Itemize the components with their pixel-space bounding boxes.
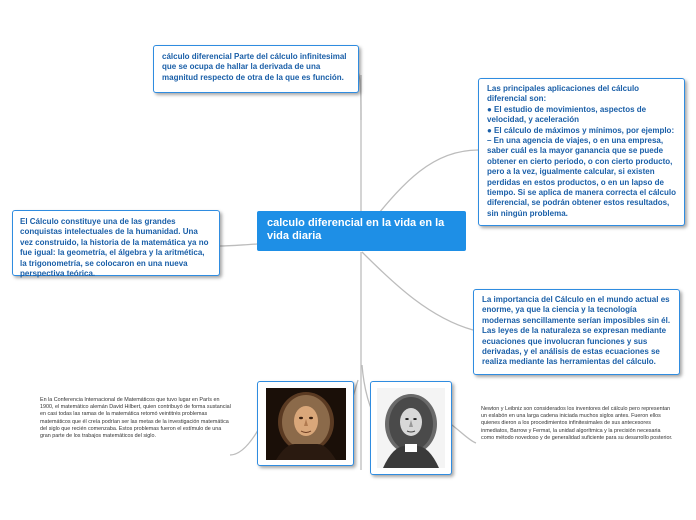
- connector-to-importance: [362, 252, 473, 330]
- note-hilbert: En la Conferencia Internacional de Matemáticos que tuvo lugar en París en 1900, el matemático alemán David Hilbert, quien contribuyó de forma sustancial en casi todas las ramas de la matemática retomó veintitrés problemas matemáticos que él creía podrían ser las metas de la investigación matemática del siglo que recién comenzaba. Estos problemas fueron el estímulo de una gran parte de los trabajos matemáticos del siglo.: [40, 397, 231, 440]
- connector-to-conquest: [220, 244, 257, 246]
- central-topic[interactable]: calculo diferencial en la vida en la vida diaria: [257, 211, 466, 251]
- portrait-newton[interactable]: [257, 381, 354, 466]
- node-conquest[interactable]: El Cálculo constituye una de las grandes conquistas intelectuales de la humanidad. Una vez construido, la historia de la matemática ya no fue igual: la geometría, el álgebra y la aritmética, la trigonometría, se colocaron en una nueva perspectiva teórica.: [12, 210, 220, 276]
- portrait-leibniz[interactable]: [370, 381, 452, 475]
- note-newton-leibniz: Newton y Leibniz son considerados los inventores del cálculo pero representan un eslabón en una larga cadena iniciada muchos siglos antes. Fueron ellos quienes dieron a los procedimientos infinitesimales de sus antecesores inmediatos, Barrow y Fermat, la unidad algorítmica y la precisión necesaria como método novedoso y de generalidad suficiente para su desarrollo posterior.: [481, 406, 673, 441]
- leibniz-portrait-icon: [377, 388, 445, 468]
- newton-portrait-icon: [266, 388, 346, 460]
- node-applications[interactable]: Las principales aplicaciones del cálculo diferencial son: ● El estudio de movimientos, aspectos de velocidad, y aceleración ● El cálculo de máximos y mínimos, por ejemplo: – En una agencia de viajes, o en una empresa, saber cuál es la mayor ganancia que se puede obtener en cierto periodo, o con cierto producto, pero a la vez, igualmente calcular, si existen perdidas en estos productos, o en un lapso de tiempo. Si se aplica de manera correcta el cálculo diferencial, se podrán obtener estos resultados, sin ningún problema.: [478, 78, 685, 226]
- node-importance[interactable]: La importancia del Cálculo en el mundo actual es enorme, ya que la ciencia y la tecnología modernas sencillamente serían imposibles sin él. Las leyes de la naturaleza se expresan mediante ecuaciones que involucran funciones y sus derivadas, y el análisis de estas ecuaciones se realiza mediante las herramientas del cálculo.: [473, 289, 680, 375]
- node-definition[interactable]: cálculo diferencial Parte del cálculo infinitesimal que se ocupa de hallar la derivada de una magnitud respecto de otra de la que es función.: [153, 45, 359, 93]
